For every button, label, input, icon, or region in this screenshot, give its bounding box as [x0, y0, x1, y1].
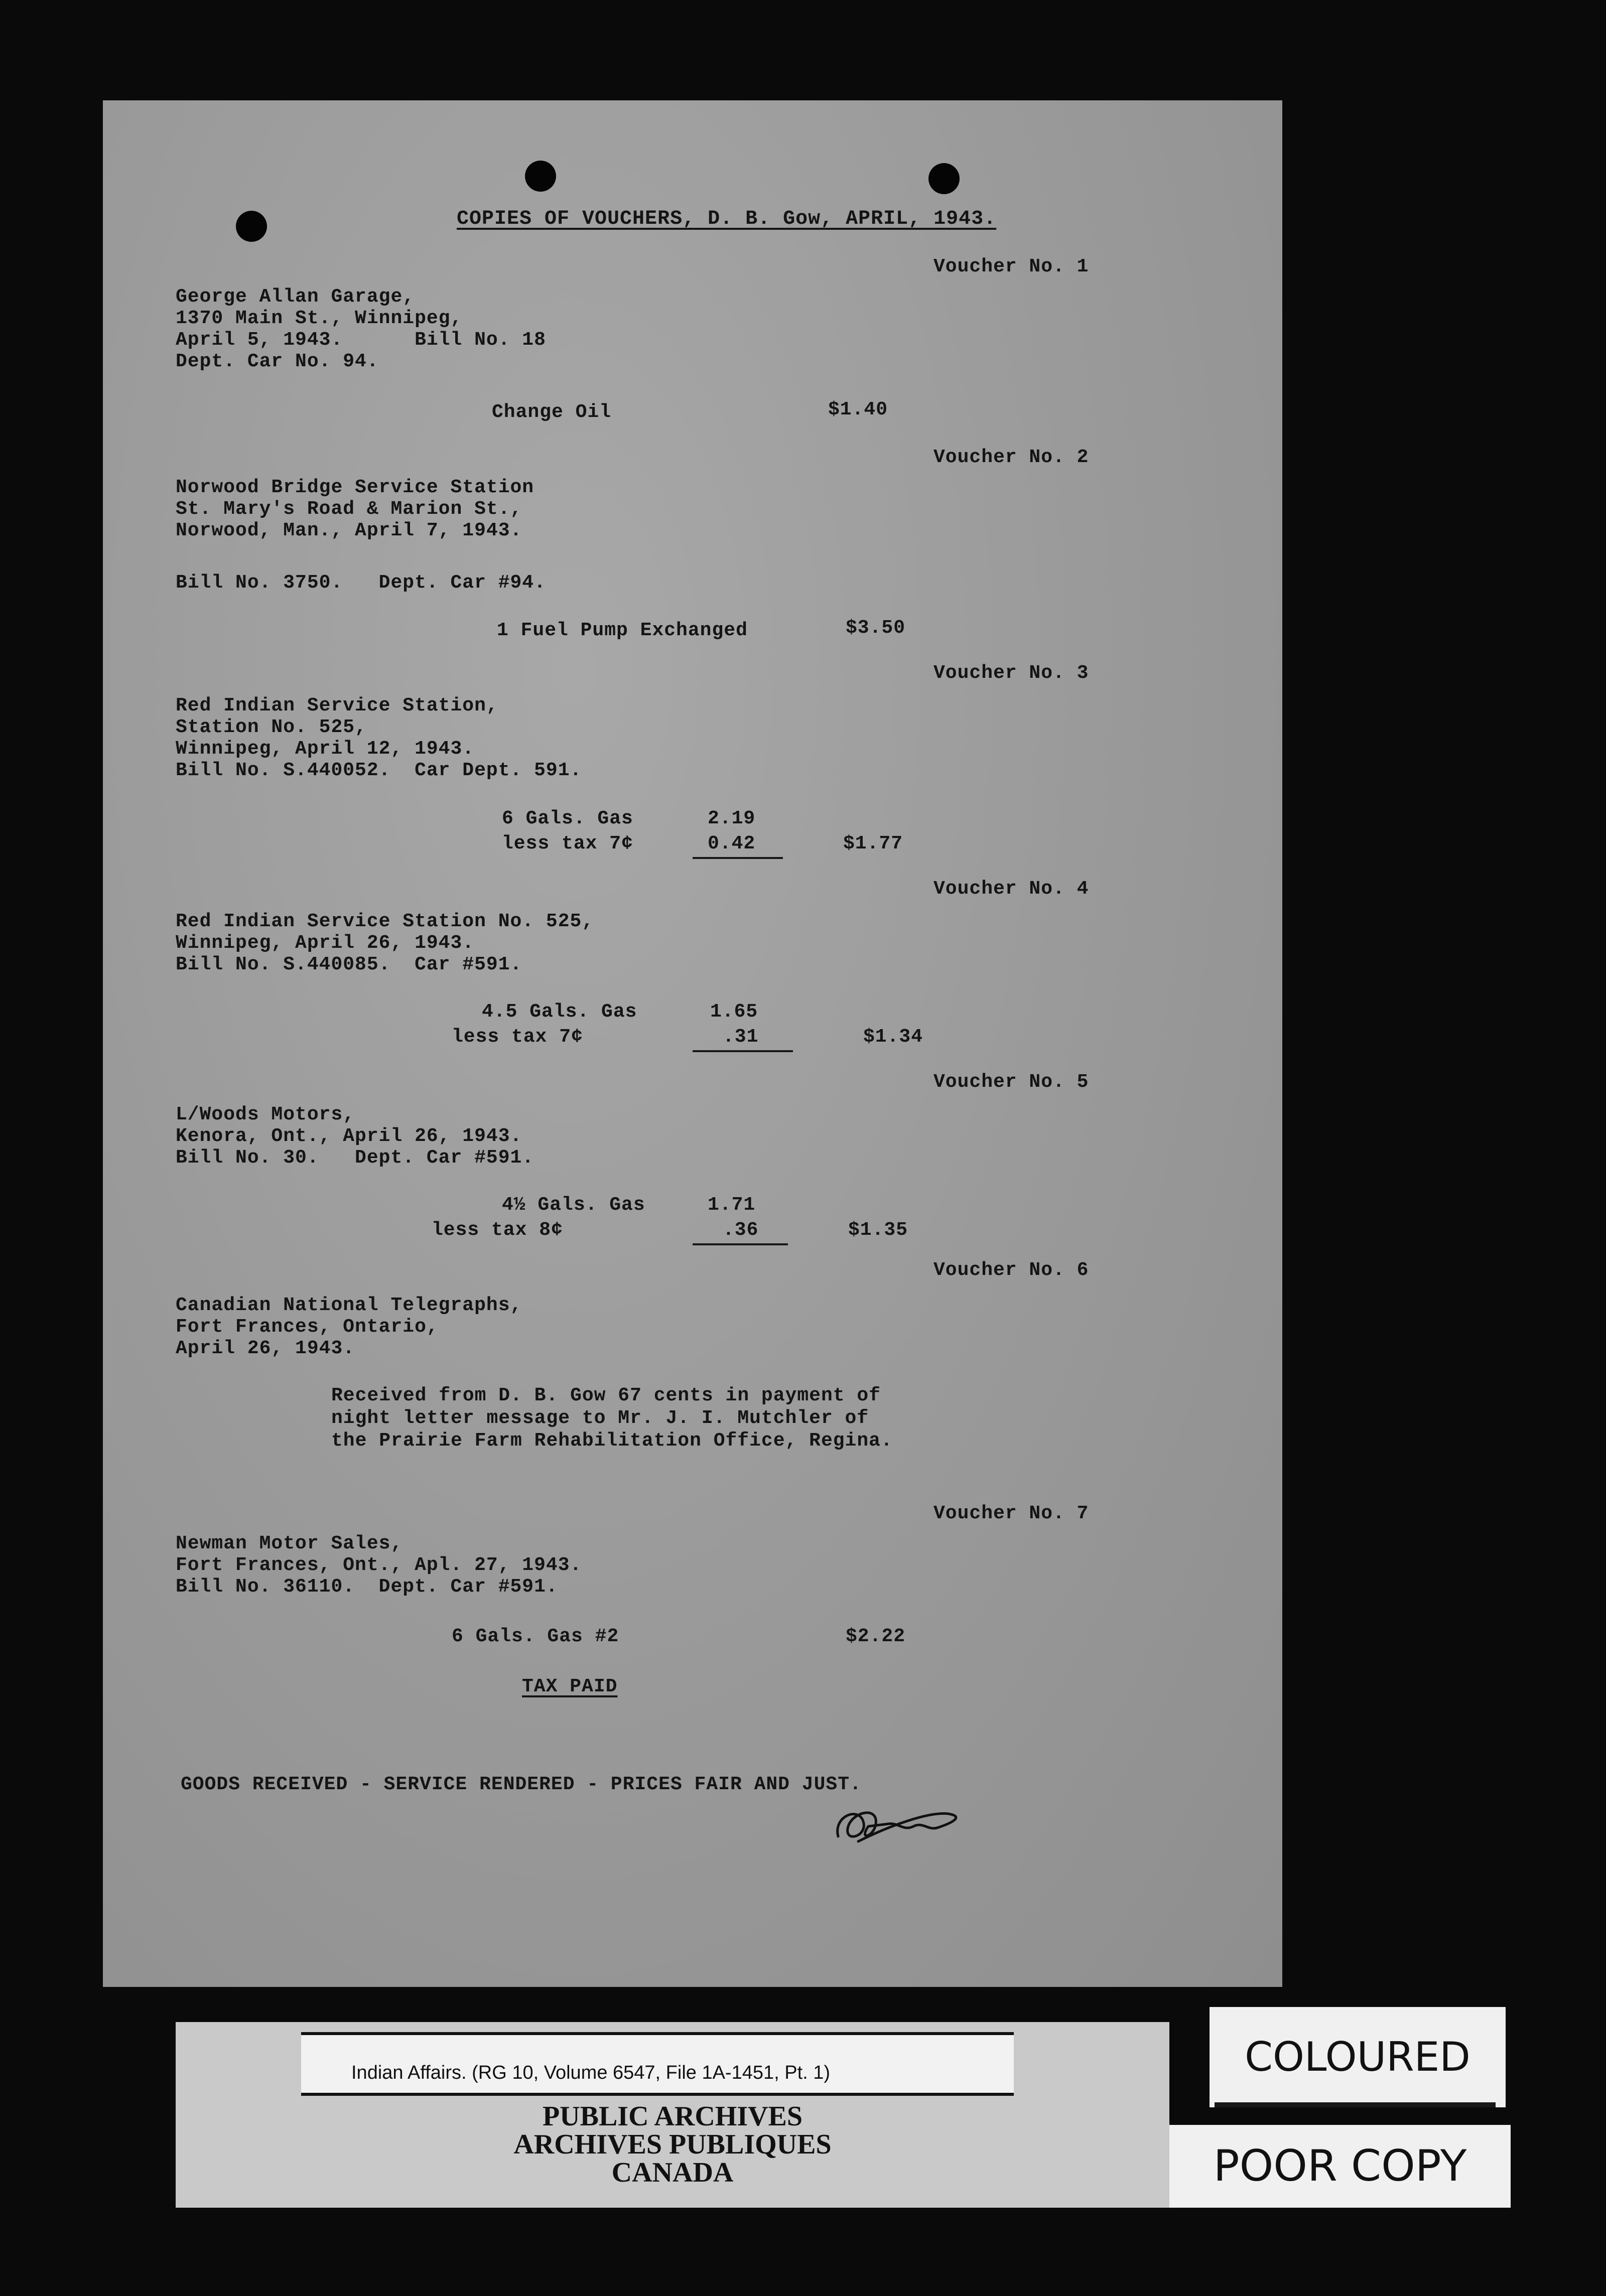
punch-hole — [236, 211, 267, 242]
vendor-line: Station No. 525, — [176, 716, 367, 738]
archive-line-1: PUBLIC ARCHIVES — [542, 2101, 803, 2132]
net-amount: $2.22 — [846, 1626, 906, 1647]
gross-amount: 1.65 — [710, 1001, 758, 1023]
fuel-quantity: 4.5 Gals. Gas — [482, 1001, 637, 1023]
vendor-line: Norwood, Man., April 7, 1943. — [176, 520, 522, 541]
receipt-line: the Prairie Farm Rehabilitation Office, Regina. — [331, 1430, 893, 1452]
vendor-line: April 5, 1943. Bill No. 18 — [176, 329, 546, 351]
voucher-number: Voucher No. 7 — [933, 1503, 1089, 1524]
fuel-quantity: 6 Gals. Gas #2 — [452, 1626, 619, 1647]
vendor-line: St. Mary's Road & Marion St., — [176, 498, 522, 520]
vendor-line: Dept. Car No. 94. — [176, 351, 379, 372]
net-amount: $1.77 — [843, 833, 903, 854]
charge-amount: $3.50 — [846, 617, 906, 639]
certification-line: GOODS RECEIVED - SERVICE RENDERED - PRICES FAIR AND JUST. — [181, 1774, 862, 1795]
voucher-number: Voucher No. 5 — [933, 1071, 1089, 1093]
voucher-number: Voucher No. 4 — [933, 878, 1089, 900]
stamp-rule — [1215, 2102, 1496, 2107]
vendor-line: Fort Frances, Ontario, — [176, 1316, 439, 1338]
receipt-line: night letter message to Mr. J. I. Mutchler of — [331, 1407, 869, 1429]
voucher-number: Voucher No. 3 — [933, 662, 1089, 684]
vendor-line: Norwood Bridge Service Station — [176, 477, 534, 498]
vendor-line: Fort Frances, Ont., Apl. 27, 1943. — [176, 1554, 582, 1576]
vendor-line: Bill No. S.440052. Car Dept. 591. — [176, 760, 582, 781]
archive-line-3: CANADA — [611, 2157, 734, 2188]
net-amount: $1.35 — [848, 1219, 908, 1241]
poor-copy-stamp: POOR COPY — [1169, 2125, 1511, 2208]
tax-label: less tax 8¢ — [432, 1219, 563, 1241]
archive-reference: Indian Affairs. (RG 10, Volume 6547, File 1A-1451, Pt. 1) — [351, 2062, 831, 2083]
vendor-line: L/Woods Motors, — [176, 1104, 355, 1125]
tax-label: less tax 7¢ — [452, 1026, 583, 1048]
voucher-number: Voucher No. 1 — [933, 256, 1089, 277]
receipt-line: Received from D. B. Gow 67 cents in payment of — [331, 1385, 881, 1406]
vendor-line: George Allan Garage, — [176, 286, 415, 308]
punch-hole — [525, 161, 556, 192]
vendor-line: April 26, 1943. — [176, 1338, 355, 1359]
charge-description: Change Oil — [492, 401, 612, 423]
tax-paid-note: TAX PAID — [522, 1676, 618, 1697]
signature — [828, 1796, 979, 1856]
vendor-line: Bill No. S.440085. Car #591. — [176, 954, 522, 975]
voucher-number: Voucher No. 2 — [933, 447, 1089, 468]
vendor-line: Winnipeg, April 12, 1943. — [176, 738, 475, 760]
document-page — [103, 100, 1282, 1987]
gross-amount: 2.19 — [708, 808, 756, 829]
punch-hole — [928, 163, 960, 194]
gross-amount: 1.71 — [708, 1194, 756, 1216]
tax-amount: .36 — [723, 1219, 759, 1241]
vendor-line: 1370 Main St., Winnipeg, — [176, 308, 463, 329]
sum-rule — [693, 857, 783, 859]
document-title: COPIES OF VOUCHERS, D. B. Gow, APRIL, 1943. — [457, 208, 997, 230]
charge-description: 1 Fuel Pump Exchanged — [497, 620, 748, 641]
vendor-line: Canadian National Telegraphs, — [176, 1295, 522, 1316]
vendor-line: Newman Motor Sales, — [176, 1533, 403, 1554]
vendor-line: Bill No. 30. Dept. Car #591. — [176, 1147, 534, 1169]
fuel-quantity: 6 Gals. Gas — [502, 808, 633, 829]
fuel-quantity: 4½ Gals. Gas — [502, 1194, 645, 1216]
tax-amount: 0.42 — [708, 833, 756, 854]
archive-line-2: ARCHIVES PUBLIQUES — [513, 2129, 832, 2160]
tax-amount: .31 — [723, 1026, 759, 1048]
vendor-line: Red Indian Service Station No. 525, — [176, 911, 594, 932]
voucher-number: Voucher No. 6 — [933, 1259, 1089, 1281]
charge-amount: $1.40 — [828, 399, 888, 420]
coloured-stamp: COLOURED — [1210, 2007, 1506, 2107]
vendor-line: Kenora, Ont., April 26, 1943. — [176, 1125, 522, 1147]
vendor-line: Winnipeg, April 26, 1943. — [176, 932, 475, 954]
bill-line: Bill No. 3750. Dept. Car #94. — [176, 572, 546, 594]
vendor-line: Red Indian Service Station, — [176, 695, 498, 716]
sum-rule — [693, 1243, 788, 1245]
net-amount: $1.34 — [863, 1026, 923, 1048]
vendor-line: Bill No. 36110. Dept. Car #591. — [176, 1576, 558, 1598]
sum-rule — [693, 1050, 793, 1052]
tax-label: less tax 7¢ — [502, 833, 633, 854]
